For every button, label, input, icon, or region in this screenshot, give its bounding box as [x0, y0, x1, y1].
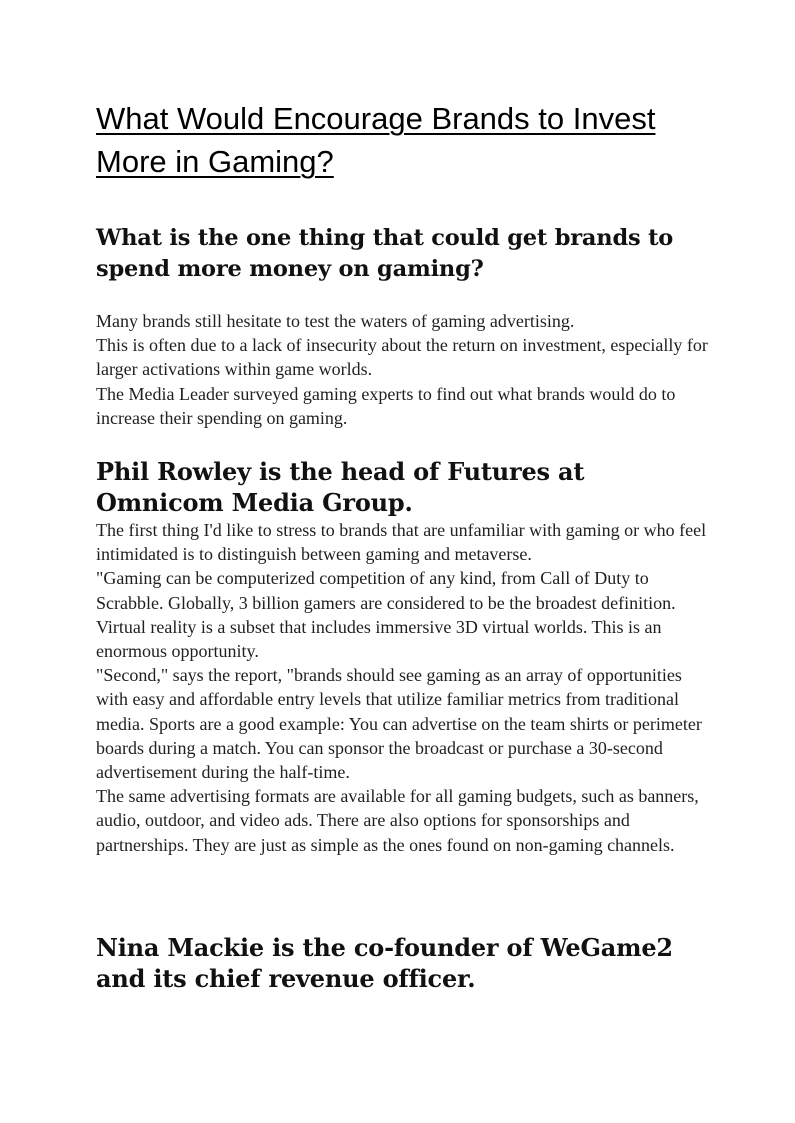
paragraph: The Media Leader surveyed gaming experts to find out what brands would do to increase their spending on gaming.	[96, 383, 676, 428]
paragraph: "Gaming can be computerized competition of any kind, from Call of Duty to Scrabble. Globally, 3 billion gamers are considered to be the broadest definition. Virtual reality is a subset that includes immersive 3D virtual worlds. This is an enormous opportunity.	[96, 568, 676, 662]
document-title: What Would Encourage Brands to Invest More in Gaming?	[96, 101, 656, 179]
paragraph: Many brands still hesitate to test the waters of gaming advertising.	[96, 311, 575, 331]
paragraph: "Second," says the report, "brands should see gaming as an array of opportunities with easy and affordable entry levels that utilize familiar metrics from traditional media. Sports are a good example: You can advertise on the team shirts or perimeter boards during a match. You can sponsor the broadcast or purchase a 30-second advertisement during the half-time.	[96, 665, 702, 783]
phil-rowley-paragraphs	[96, 518, 711, 857]
paragraph: The first thing I'd like to stress to brands that are unfamiliar with gaming or who feel intimidated is to distinguish between gaming and metaverse.	[96, 520, 707, 565]
section-heading-nina-mackie: Nina Mackie is the co-founder of WeGame2 and its chief revenue officer.	[96, 933, 673, 993]
intro-paragraphs	[96, 309, 711, 430]
section-heading-one-thing: What is the one thing that could get brands to spend more money on gaming?	[96, 225, 674, 282]
paragraph: The same advertising formats are available for all gaming budgets, such as banners, audio, outdoor, and video ads. There are also options for sponsorships and partnerships. They are just as simple as the ones found on non-gaming channels.	[96, 786, 699, 855]
paragraph: This is often due to a lack of insecurity about the return on investment, especially for larger activations within game worlds.	[96, 335, 708, 380]
section-heading-phil-rowley: Phil Rowley is the head of Futures at Omnicom Media Group.	[96, 457, 585, 517]
